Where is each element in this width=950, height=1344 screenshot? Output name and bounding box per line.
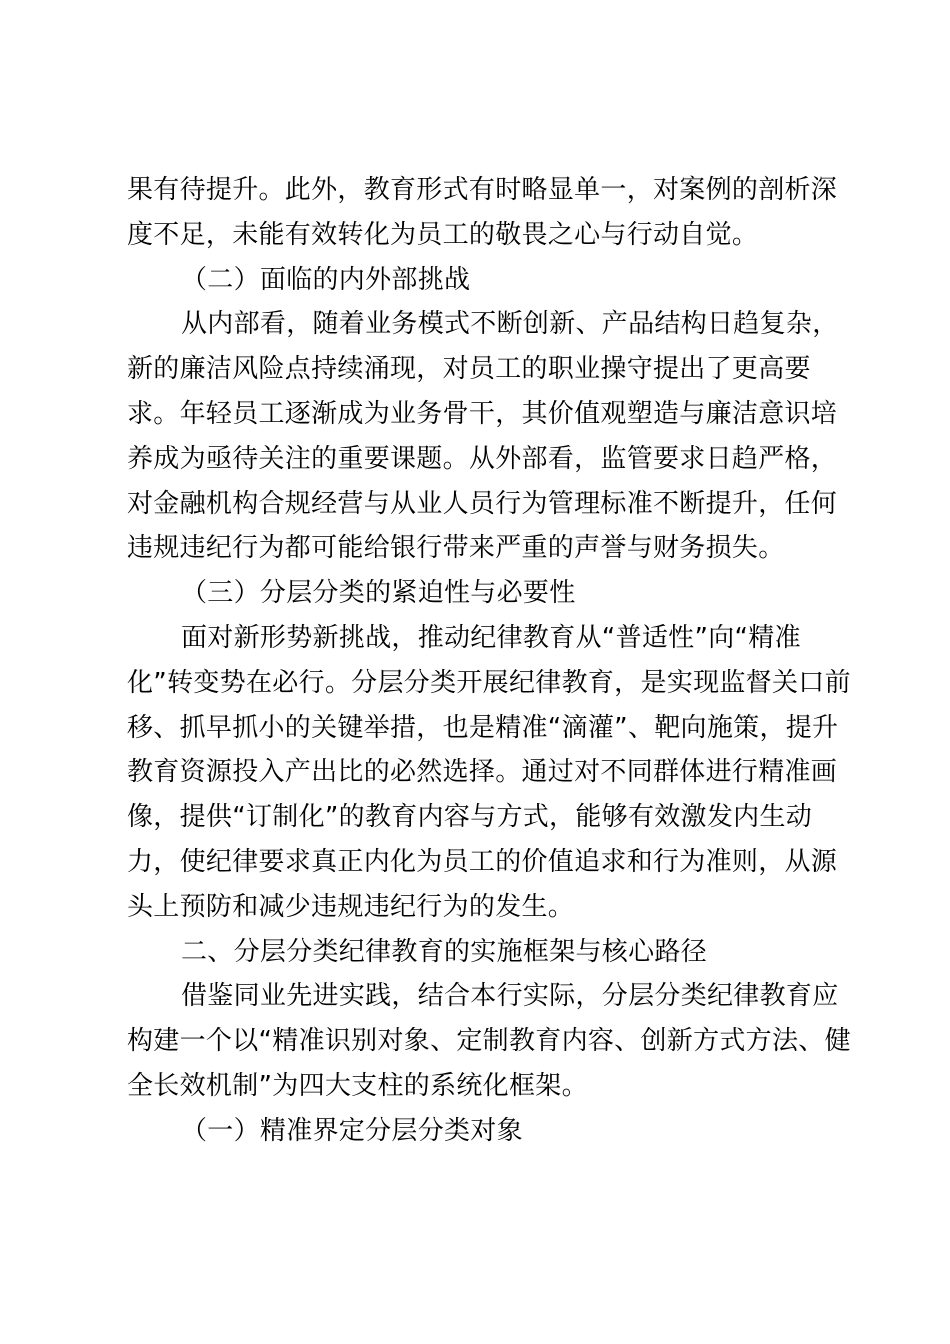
text-line: 养成为亟待关注的重要课题。从外部看，监管要求日趋严格，: [127, 443, 838, 474]
text-line: 教育资源投入产出比的必然选择。通过对不同群体进行精准画: [127, 757, 838, 788]
paragraph-first-line: （二）面临的内外部挑战: [181, 264, 471, 295]
text-line: 新的廉洁风险点持续涌现，对员工的职业操守提出了更高要: [127, 354, 811, 385]
paragraph-first-line: （三）分层分类的紧迫性与必要性: [181, 578, 576, 609]
document-body: [127, 168, 851, 1154]
text-line: 果有待提升。此外，教育形式有时略显单一，对案例的剖析深: [127, 175, 838, 205]
paragraph-first-line: 面对新形势新挑战，推动纪律教育从“普适性”向“精准: [181, 622, 801, 653]
text-line: 度不足，未能有效转化为员工的敬畏之心与行动自觉。: [127, 219, 759, 250]
text-line: 头上预防和减少违规违纪行为的发生。: [127, 891, 575, 922]
paragraph-first-line: 从内部看，随着业务模式不断创新、产品结构日趋复杂，: [181, 309, 839, 340]
text-line: 化”转变势在必行。分层分类开展纪律教育，是实现监督关口前: [127, 667, 851, 698]
paragraph-first-line: （一）精准界定分层分类对象: [181, 1115, 523, 1146]
text-line: 对金融机构合规经营与从业人员行为管理标准不断提升，任何: [127, 488, 838, 519]
text-line: 移、抓早抓小的关键举措，也是精准“滴灌”、靶向施策，提升: [127, 712, 839, 743]
text-line: 求。年轻员工逐渐成为业务骨干，其价值观塑造与廉洁意识培: [127, 398, 838, 429]
paragraph-first-line: 借鉴同业先进实践，结合本行实际，分层分类纪律教育应: [181, 981, 839, 1012]
text-line: 构建一个以“精准识别对象、定制教育内容、创新方式方法、健: [127, 1026, 851, 1057]
text-line: 像，提供“订制化”的教育内容与方式，能够有效激发内生动: [127, 802, 813, 833]
paragraph-first-line: 二、分层分类纪律教育的实施框架与核心路径: [181, 936, 708, 967]
text-line: 违规违纪行为都可能给银行带来严重的声誉与财务损失。: [127, 533, 785, 564]
text-line: 全长效机制”为四大支柱的系统化框架。: [127, 1070, 588, 1101]
text-line: 力，使纪律要求真正内化为员工的价值追求和行为准则，从源: [127, 846, 838, 877]
